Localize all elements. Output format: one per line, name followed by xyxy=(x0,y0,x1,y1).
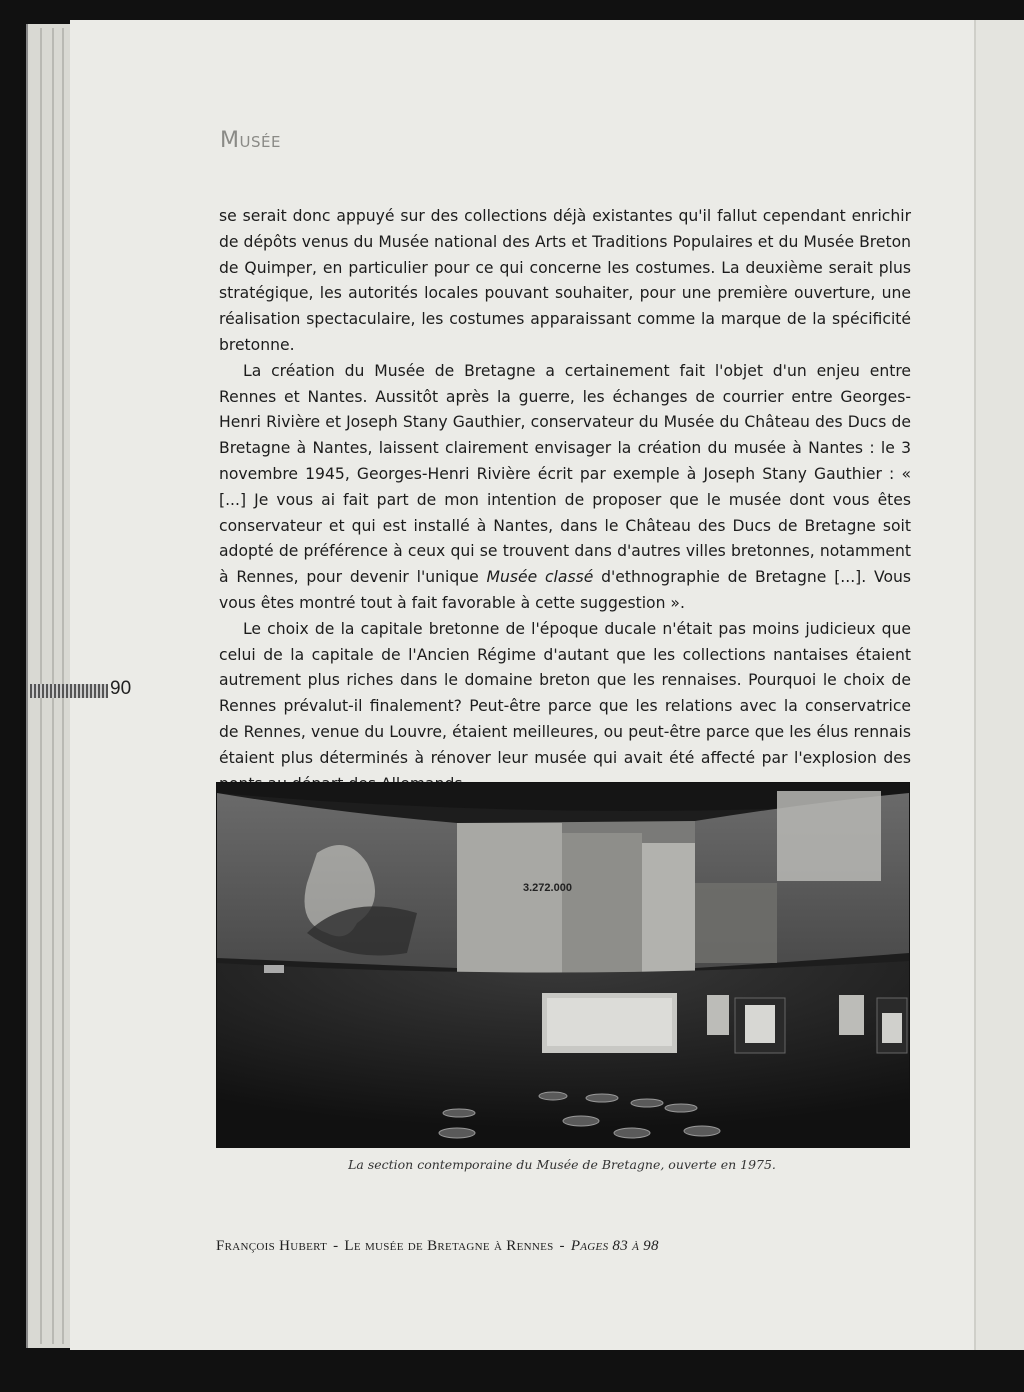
page-number: 90 xyxy=(110,678,132,699)
running-head: Musée xyxy=(220,128,281,153)
page-footer xyxy=(216,1238,659,1255)
figure-caption: La section contemporaine du Musée de Bretagne, ouverte en 1975. xyxy=(348,1157,776,1172)
museum-photo xyxy=(216,782,910,1148)
paragraph-text: d'ethnographie de Bretagne [...]. Vous vous êtes montré tout à fait favorable à cette suggestion ». xyxy=(219,568,911,612)
photo-figure-label: 3.272.000 xyxy=(523,882,572,894)
paragraph xyxy=(219,359,911,617)
paragraph: Le choix de la capitale bretonne de l'époque ducale n'était pas moins judicieux que celui de la capitale de l'Ancien Régime d'autant que les collections nantaises étaient autrement plus riches dans le domaine breton que les rennaises. Pourquoi le choix de Rennes prévalut-il finalement? Peut-être parce que les relations avec la conservatrice de Rennes, venue du Louvre, étaient meilleures, ou peut-être parce que les élus rennais étaient plus déterminés à rénover leur musée qui avait été affecté par l'explosion des xyxy=(219,619,911,767)
footer-author: François Hubert xyxy=(216,1238,328,1254)
thumb-index-mark xyxy=(30,684,108,698)
footer-separator: - xyxy=(559,1238,565,1254)
emphasis-text: Musée classé xyxy=(486,568,594,587)
body-text xyxy=(219,204,911,797)
facing-page xyxy=(974,20,1024,1350)
footer-pages: Pages 83 à 98 xyxy=(570,1238,659,1254)
paragraph-text: La création du Musée de Bretagne a certainement fait l'objet d'un enjeu entre Rennes et Nantes. Aussitôt après la guerre, les échanges de courrier entre Georges-Henri Rivière et Joseph Stany Gauthier, conservateur du Musée du Château des Ducs de Bretagne à Nantes, laissent clairement envisager la création du musée à Nantes : le 3 novembre 1945, Georges-Henri Rivière écrit par exemple à Joseph Stany Gauthier : « [...] Je vous ai fait part de mon intention de proposer que le musée dont vous êtes conservateur et qui est installé à Nantes, dans le Château des Ducs de Bretagne soit adopté de préférence à ceux qui se trouvent dans d'autres villes bretonnes, notamment à Rennes, pour devenir l'unique xyxy=(219,361,911,587)
footer-separator: - xyxy=(333,1238,339,1254)
footer-title: Le musée de Bretagne à Rennes xyxy=(344,1238,554,1254)
paragraph: se serait donc appuyé sur des collections déjà existantes qu'il fallut cependant enrichir de dépôts venus du Musée national des Arts et Traditions Populaires et du Musée Breton de Quimper, en particulier pour ce qui concerne les costumes. La deuxième serait plus stratégique, les autorités locales pouvant souhaiter, pour une première ouverture, une réalisation spectaculaire, les costumes apparaissant comme la marque de la spécificité bretonne. xyxy=(219,207,911,354)
